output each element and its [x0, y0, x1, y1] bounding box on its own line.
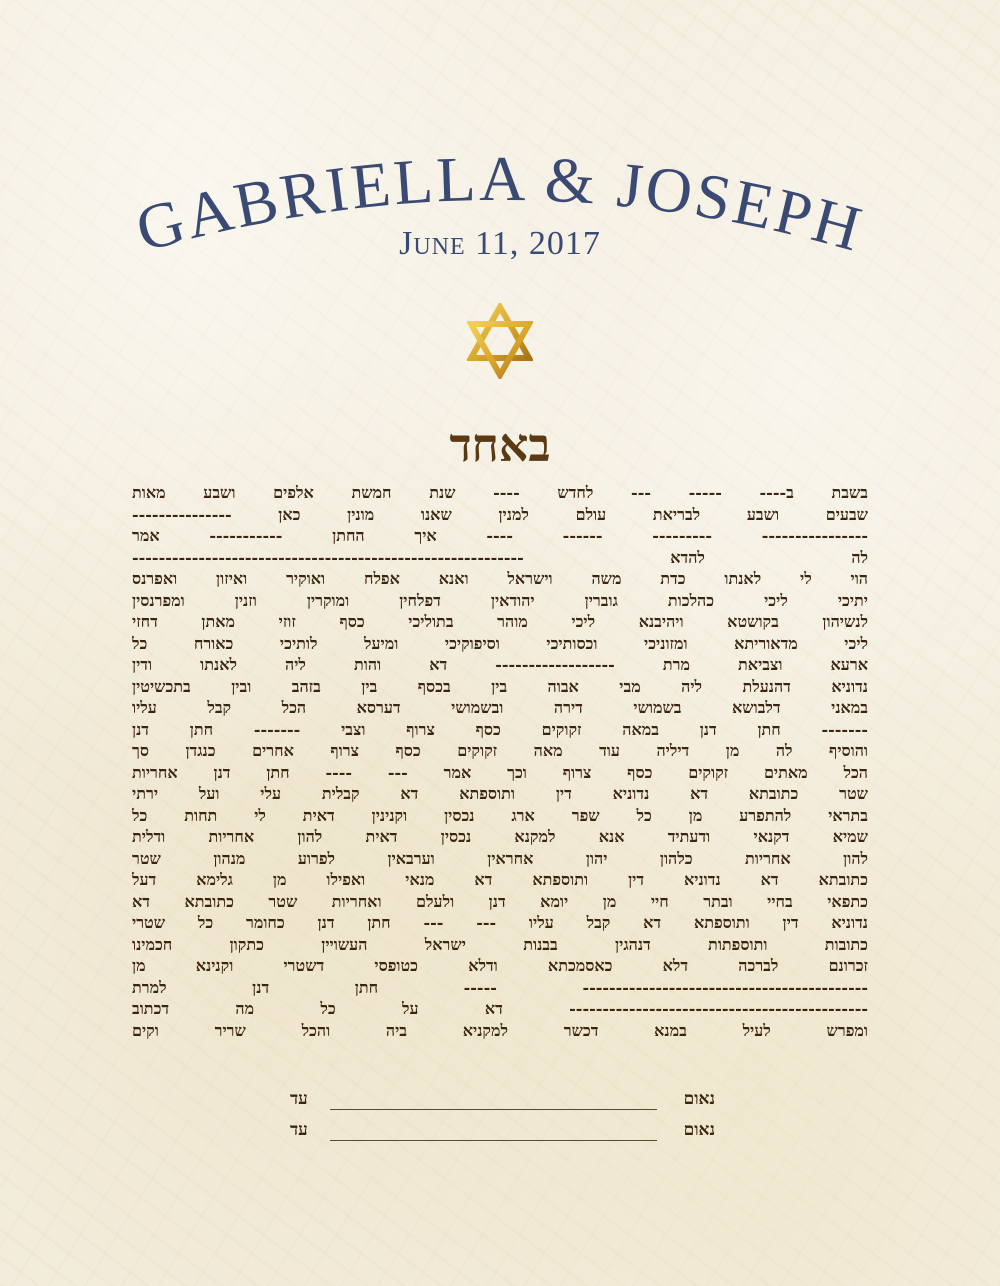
- text-line: לנשיהון בקושטא ויהיבנא ליכי מוהר בתוליכי כסף זוזי מאתן דחזי: [132, 612, 868, 631]
- text-line: נדוניא דהנעלת ליה מבי אבוה בין בכסף בין בזהב ובין בתכשיטין: [132, 676, 868, 696]
- star-of-david-icon: [467, 303, 533, 379]
- text-line: זכרונם לברכה דלא כאסמכתא ודלא כטופסי דשטרי וקנינא מן: [132, 956, 868, 975]
- text-line: הוי לי לאנתו כדת משה וישראל ואנא אפלח ואוקיר ואיזון ואפרנס: [132, 569, 868, 588]
- couple-names-text: GABRIELLA & JOSEPH: [128, 142, 872, 266]
- text-line: --------------------------------------------- דא על כל מה דכתוב: [132, 999, 868, 1018]
- witness-line-2: [290, 1120, 715, 1146]
- wedding-date: June 11, 2017: [399, 225, 601, 262]
- text-line: ומפרש לעיל במנא דכשר למקניא ביה והכל שריר וקים: [132, 1020, 868, 1040]
- text-line: שמיא דקנאי ודעתיד אנא למקנא נכסין דאית להון אחריות ודלית: [132, 827, 868, 846]
- text-line: בשבת ב---- ----- --- לחדש ---- שנת חמשת אלפים ושבע מאות: [132, 483, 868, 502]
- witness-label-left: עד: [290, 1120, 308, 1140]
- text-line: במאני דלבושא בשמושי דירה ובשמושי דערסא הכל קבל עליו: [132, 698, 868, 717]
- witness-label-right: נאום: [683, 1120, 715, 1140]
- text-line: שבעים ושבע לבריאת עולם למנין שאנו מונין כאן ---------------: [132, 504, 868, 524]
- text-line: ארעא וצביאת מרת ------------------ דא והות ליה לאנתו ודין: [132, 655, 868, 674]
- text-line: להון אחריות כלהון יהון אחראין וערבאין לפרוע מנהון שטר: [132, 848, 868, 868]
- document-heading: באחד: [449, 418, 551, 472]
- text-line: ---------------- --------- ------ ---- איך החתן ----------- אמר: [132, 526, 868, 545]
- ketubah-text: [132, 482, 868, 1041]
- text-line: כתובות ותוספתות דנהגין בבנות ישראל העשויין כתקון חכמינו: [132, 934, 868, 954]
- witness-label-right: נאום: [683, 1089, 715, 1109]
- text-line: ------------------------------------------- ----- חתן דנן למרת: [132, 977, 868, 997]
- witness-signature-line: [330, 1109, 657, 1110]
- text-line: לה להדא -----------------------------------------------------------: [132, 547, 868, 567]
- text-line: שטר כתובתא דא נדוניא דין ותוספתא דא קבלית עלי ועל ירתי: [132, 784, 868, 803]
- witness-line-1: [290, 1089, 715, 1115]
- text-line: ליכי מדאוריתא ומזוניכי וכסותיכי וסיפוקיכי ומיעל לותיכי כאורח כל: [132, 633, 868, 653]
- text-line: כתובתא דא נדוניא דין ותוספתא דא מנאי ואפילו מן גלימא דעל: [132, 870, 868, 889]
- text-line: ------- חתן דנן במאה זקוקים כסף צרוף וצבי ------- חתן דנן: [132, 719, 868, 739]
- couple-names: [0, 100, 1000, 300]
- text-line: יתיכי ליכי כהלכות גוברין יהודאין דפלחין ומוקרין וזנין ומפרנסין: [132, 590, 868, 610]
- witness-signature-line: [330, 1140, 657, 1141]
- text-line: הכל מאתים זקוקים כסף צרוף וכך אמר --- ---- חתן דנן אחריות: [132, 762, 868, 782]
- text-line: בתראי להתפרע מן כל שפר ארג נכסין וקנינין דאית לי תחות כל: [132, 805, 868, 825]
- text-line: והוסיף לה מן דיליה עוד מאה זקוקים כסף צרוף אחרים כנגדן סך: [132, 741, 868, 760]
- text-line: כתפאי בחיי ובתר חיי מן יומא דנן ולעלם ואחריות שטר כתובתא דא: [132, 891, 868, 911]
- witness-label-left: עד: [290, 1089, 308, 1109]
- text-line: נדוניא דין ותוספתא דא קבל עליו --- --- חתן דנן כחומר כל שטרי: [132, 913, 868, 932]
